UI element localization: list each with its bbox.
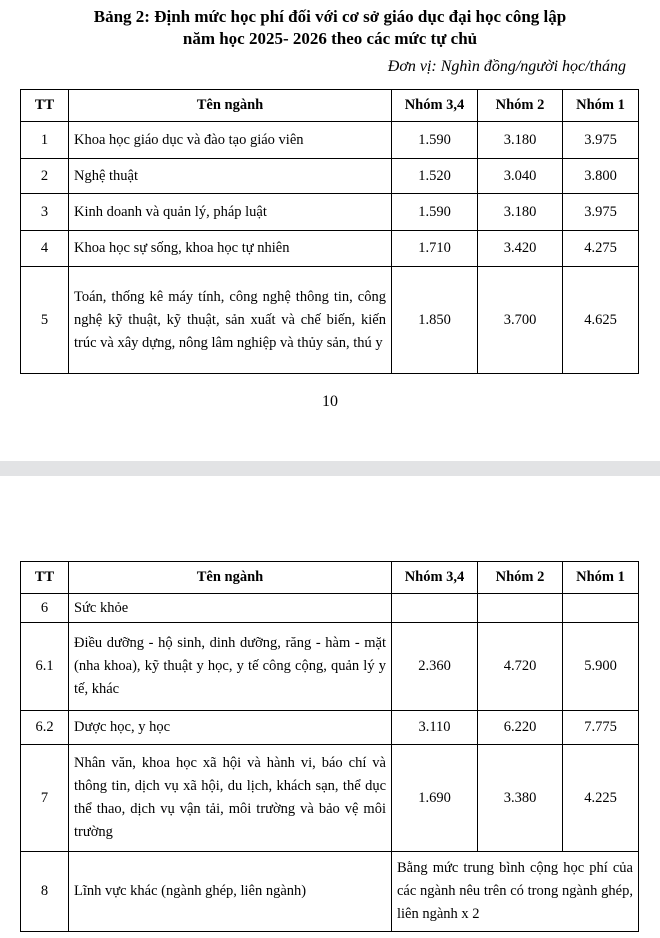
row-group2: 4.720	[478, 623, 563, 711]
row-group2: 3.180	[478, 194, 563, 231]
row-name: Điều dưỡng - hộ sinh, dinh dưỡng, răng - hàm - mặt (nha khoa), kỹ thuật y học, y tế công cộng, quản lý y tế, khác	[69, 623, 392, 711]
row-tt: 3	[21, 194, 69, 231]
row-group2: 3.180	[478, 122, 563, 159]
row-name: Khoa học giáo dục và đào tạo giáo viên	[69, 122, 392, 159]
row-tt: 8	[21, 852, 69, 932]
row-group34	[392, 594, 478, 623]
table-title-line2: năm học 2025- 2026 theo các mức tự chủ	[182, 29, 478, 48]
row-group34: 1.590	[392, 122, 478, 159]
row-note: Bằng mức trung bình cộng học phí của các ngành nêu trên có trong ngành ghép, liên ngành x 2	[392, 852, 639, 932]
row-group34: 2.360	[392, 623, 478, 711]
header-group1: Nhóm 1	[563, 562, 639, 594]
row-tt: 6.2	[21, 711, 69, 745]
header-tt: TT	[21, 562, 69, 594]
row-group1: 3.975	[563, 194, 639, 231]
table-row	[21, 711, 639, 745]
row-group2	[478, 594, 563, 623]
row-group1: 5.900	[563, 623, 639, 711]
header-group1: Nhóm 1	[563, 90, 639, 122]
row-tt: 1	[21, 122, 69, 159]
row-group34: 1.710	[392, 231, 478, 267]
row-name: Sức khỏe	[69, 594, 392, 623]
header-tt: TT	[21, 90, 69, 122]
row-group34: 1.590	[392, 194, 478, 231]
table-row	[21, 194, 639, 231]
row-group2: 3.380	[478, 745, 563, 852]
row-tt: 7	[21, 745, 69, 852]
table-row	[21, 852, 639, 932]
row-group1: 4.275	[563, 231, 639, 267]
row-tt: 2	[21, 159, 69, 194]
header-name: Tên ngành	[69, 90, 392, 122]
fee-table-part2	[20, 561, 639, 932]
row-group2: 3.040	[478, 159, 563, 194]
table-row	[21, 745, 639, 852]
row-name: Nghệ thuật	[69, 159, 392, 194]
row-tt: 5	[21, 267, 69, 374]
table-row	[21, 594, 639, 623]
row-group1: 3.800	[563, 159, 639, 194]
header-group2: Nhóm 2	[478, 562, 563, 594]
unit-note: Đơn vị: Nghìn đồng/người học/tháng	[387, 58, 626, 75]
row-group34: 1.850	[392, 267, 478, 374]
row-name: Nhân văn, khoa học xã hội và hành vi, báo chí và thông tin, dịch vụ xã hội, du lịch, khách sạn, thể dục thể thao, dịch vụ vận tải, môi trường và bảo vệ môi trường	[69, 745, 392, 852]
row-group2: 6.220	[478, 711, 563, 745]
table-row	[21, 122, 639, 159]
row-tt: 4	[21, 231, 69, 267]
row-group2: 3.700	[478, 267, 563, 374]
row-group34: 3.110	[392, 711, 478, 745]
header-group34: Nhóm 3,4	[392, 90, 478, 122]
row-tt: 6	[21, 594, 69, 623]
page-separator	[0, 461, 660, 476]
row-group1	[563, 594, 639, 623]
table-row	[21, 623, 639, 711]
header-row	[21, 562, 639, 594]
row-tt: 6.1	[21, 623, 69, 711]
row-group1: 4.225	[563, 745, 639, 852]
row-group1: 7.775	[563, 711, 639, 745]
row-name: Toán, thống kê máy tính, công nghệ thông tin, công nghệ kỹ thuật, kỹ thuật, sản xuất và chế biến, kiến trúc và xây dựng, nông lâm nghiệp và thủy sản, thú y	[69, 267, 392, 374]
header-group34: Nhóm 3,4	[392, 562, 478, 594]
row-group1: 4.625	[563, 267, 639, 374]
fee-table-part1	[20, 89, 639, 374]
table-row	[21, 159, 639, 194]
row-group2: 3.420	[478, 231, 563, 267]
header-row	[21, 90, 639, 122]
row-group34: 1.520	[392, 159, 478, 194]
row-group34: 1.690	[392, 745, 478, 852]
table-title-line1: Bảng 2: Định mức học phí đối với cơ sở giáo dục đại học công lập	[93, 7, 567, 26]
table-row	[21, 267, 639, 374]
row-name: Kinh doanh và quản lý, pháp luật	[69, 194, 392, 231]
header-name: Tên ngành	[69, 562, 392, 594]
table-row	[21, 231, 639, 267]
row-group1: 3.975	[563, 122, 639, 159]
row-name: Dược học, y học	[69, 711, 392, 745]
page-number: 10	[322, 393, 338, 410]
row-name: Khoa học sự sống, khoa học tự nhiên	[69, 231, 392, 267]
header-group2: Nhóm 2	[478, 90, 563, 122]
row-name: Lĩnh vực khác (ngành ghép, liên ngành)	[69, 852, 392, 932]
